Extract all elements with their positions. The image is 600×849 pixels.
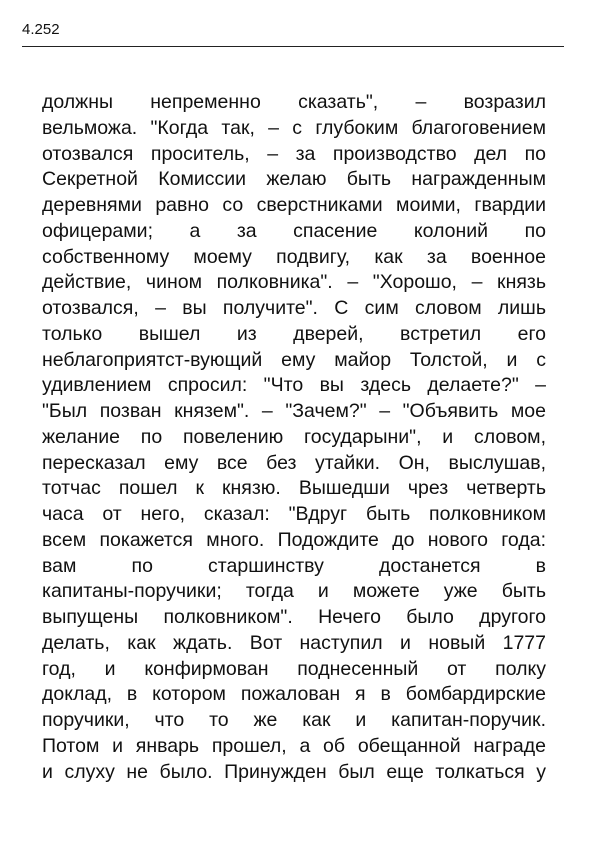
- header-divider: [22, 46, 564, 47]
- text-line: только вышел из дверей, встретил его: [42, 322, 546, 345]
- text-line: желание по повелению государыни", и словом,: [42, 425, 546, 448]
- text-line: Потом и январь прошел, а об обещанной награде: [42, 734, 546, 757]
- text-line: "Был позван князем". – "Зачем?" – "Объявить мое: [42, 400, 546, 422]
- text-line: тотчас пошел к князю. Вышедши чрез четверть: [42, 477, 546, 500]
- text-line: всем покажется много. Подождите до нового года:: [42, 528, 546, 551]
- text-line: вам по старшинству достанется в: [42, 554, 546, 577]
- text-line: собственному моему подвигу, как за военное: [42, 245, 546, 268]
- text-line: деревнями равно со сверстниками моими, гвардии: [42, 194, 546, 216]
- text-line: год, и конфирмован поднесенный от полку: [42, 657, 546, 680]
- text-line: действие, чином полковника". – "Хорошо, – князь: [42, 271, 546, 294]
- body-text: [42, 90, 546, 785]
- text-line: удивлением спросил: "Что вы здесь делаете?" –: [42, 374, 546, 397]
- text-line: и слуху не было. Принужден был еще толкаться у: [42, 760, 546, 783]
- text-line: делать, как ждать. Вот наступил и новый 1777: [42, 631, 546, 654]
- text-line: часа от него, сказал: "Вдруг быть полковником: [42, 503, 546, 525]
- text-line: поручики, что то же как и капитан-поручик.: [42, 709, 546, 731]
- text-line: отозвался проситель, – за производство дел по: [42, 142, 546, 165]
- text-line: должны непременно сказать", – возразил: [42, 91, 546, 113]
- text-line: капитаны-поручики; тогда и можете уже быть: [42, 580, 546, 603]
- text-line: неблагоприятст-вующий ему майор Толстой, и с: [42, 348, 546, 371]
- text-line: доклад, в котором пожалован я в бомбардирские: [42, 683, 546, 706]
- text-line: выпущены полковником". Нечего было другого: [42, 606, 546, 628]
- text-line: вельможа. "Когда так, – с глубоким благоговением: [42, 116, 546, 139]
- text-line: офицерами; а за спасение колоний по: [42, 219, 546, 242]
- text-line: Секретной Комиссии желаю быть награжденным: [42, 168, 546, 191]
- text-line: отозвался, – вы получите". С сим словом лишь: [42, 297, 546, 319]
- text-line: пересказал ему все без утайки. Он, выслушав,: [42, 451, 546, 474]
- page-number: 4.252: [22, 21, 60, 38]
